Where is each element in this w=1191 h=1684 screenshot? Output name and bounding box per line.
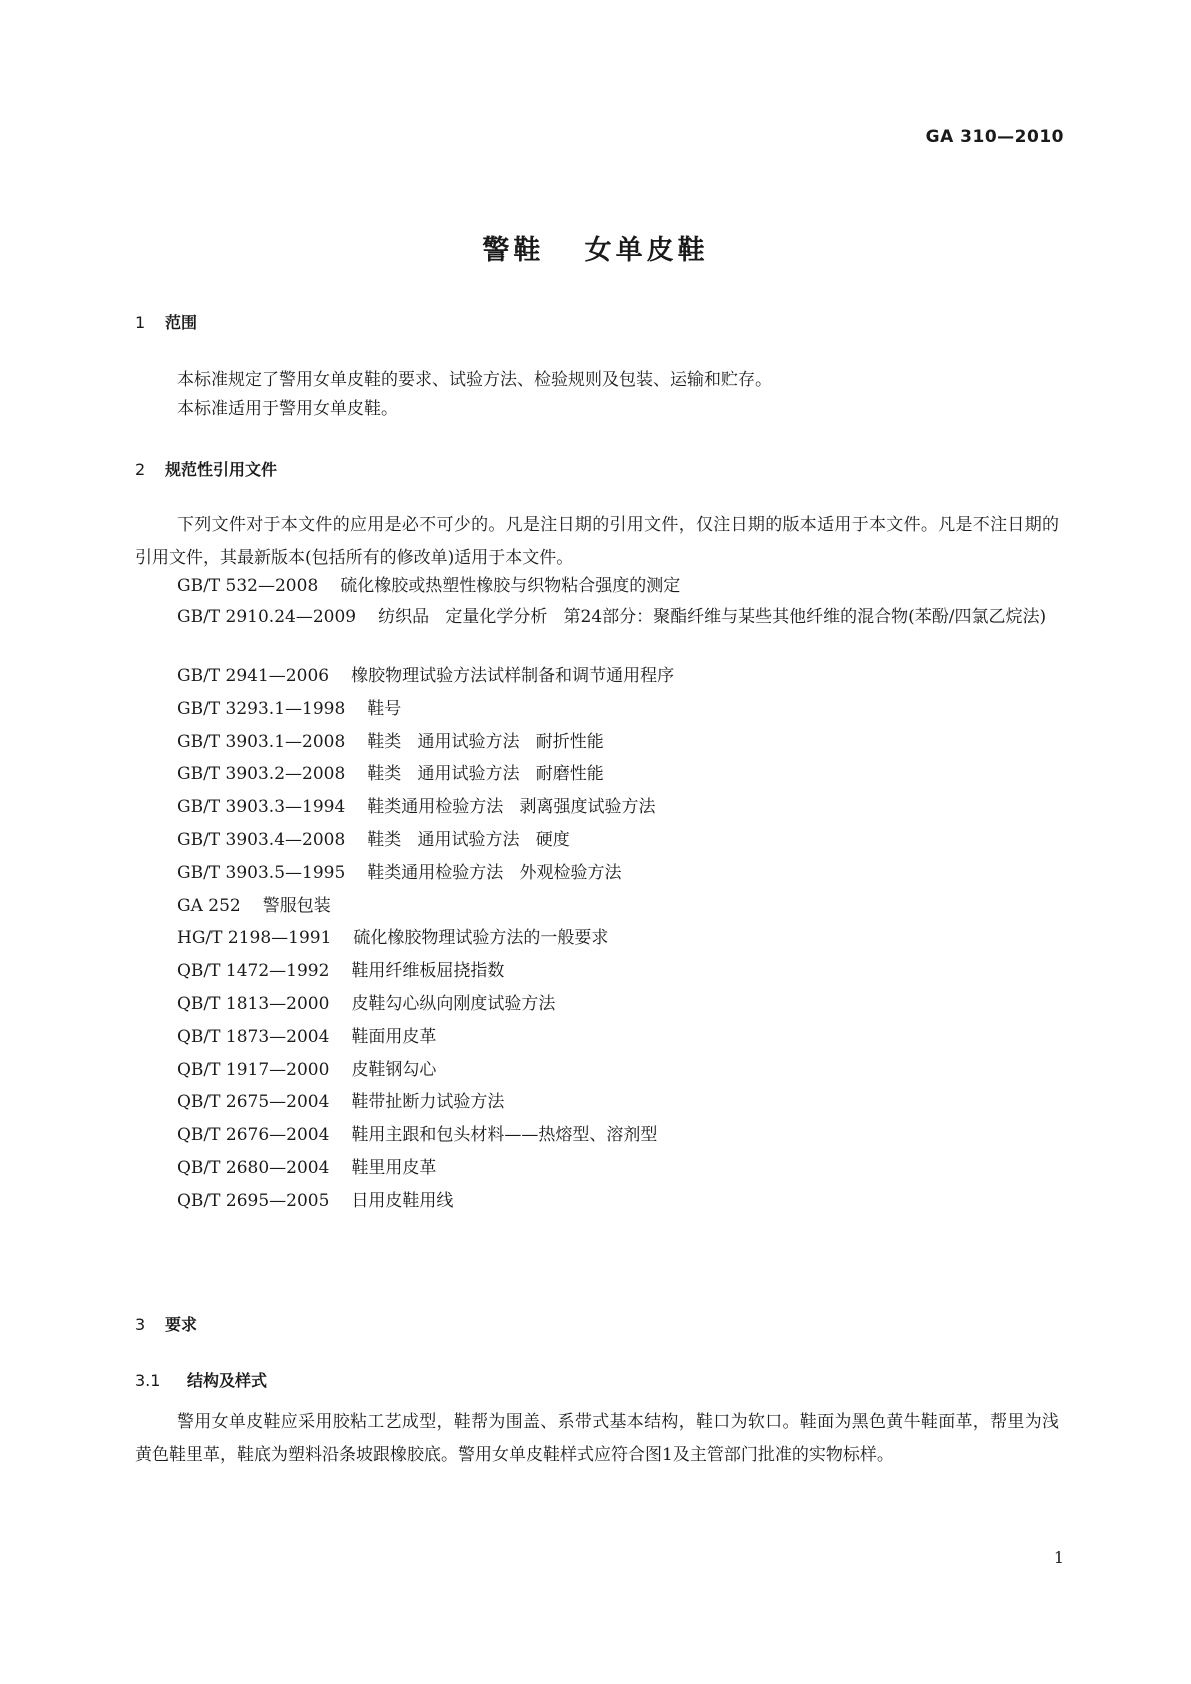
- reference-code: QB/T 1813—2000: [177, 993, 330, 1014]
- reference-title: 鞋面用皮革: [351, 1026, 437, 1047]
- reference-title: 鞋号: [367, 698, 402, 719]
- reference-item: [177, 955, 1077, 988]
- reference-item: [177, 857, 1077, 890]
- reference-title: 硫化橡胶或热塑性橡胶与织物粘合强度的测定: [340, 576, 681, 596]
- reference-item: [177, 988, 1077, 1021]
- reference-code: QB/T 1917—2000: [177, 1059, 330, 1080]
- reference-code: GB/T 3903.2—2008: [177, 764, 346, 785]
- reference-item-wrapped: [135, 601, 1059, 634]
- reference-title: 鞋用纤维板屈挠指数: [351, 961, 505, 982]
- reference-title: 鞋类 通用试验方法 硬度: [367, 829, 570, 850]
- reference-code: GB/T 2910.24—2009: [177, 607, 357, 627]
- reference-title: 皮鞋钢勾心: [351, 1059, 437, 1080]
- reference-item: [177, 1054, 1077, 1087]
- reference-item: [177, 726, 1077, 759]
- reference-title: 皮鞋勾心纵向刚度试验方法: [351, 993, 556, 1014]
- reference-title: 硫化橡胶物理试验方法的一般要求: [353, 928, 609, 949]
- reference-title: 日用皮鞋用线: [351, 1190, 454, 1211]
- reference-item: [177, 758, 1077, 791]
- reference-title: 鞋带扯断力试验方法: [351, 1092, 505, 1113]
- reference-code: HG/T 2198—1991: [177, 928, 332, 949]
- reference-title: 鞋用主跟和包头材料——热熔型、溶剂型: [351, 1125, 658, 1146]
- document-id: GA 310—2010: [925, 127, 1064, 147]
- reference-item: [177, 660, 1077, 693]
- reference-code: GB/T 3903.1—2008: [177, 731, 346, 752]
- section-heading-normative-references: [135, 457, 277, 480]
- scope-paragraph-2: 本标准适用于警用女单皮鞋。: [177, 399, 398, 419]
- section-number: 1: [135, 313, 146, 332]
- reference-title: 鞋里用皮革: [351, 1157, 437, 1178]
- section-heading-scope: [135, 310, 197, 333]
- reference-item: [177, 1152, 1077, 1185]
- reference-code: QB/T 2676—2004: [177, 1125, 330, 1146]
- section-title: 要求: [165, 1315, 198, 1334]
- reference-item: [177, 890, 1077, 923]
- reference-list-continued: [177, 660, 1077, 1218]
- reference-title: 鞋类通用检验方法 外观检验方法: [367, 862, 622, 883]
- reference-title: 纺织品 定量化学分析 第24部分：聚酯纤维与某些其他纤维的混合物(苯酚/四氯乙烷法): [378, 607, 1047, 627]
- section-number: 2: [135, 460, 146, 479]
- section-title: 结构及样式: [187, 1371, 268, 1390]
- reference-title: 鞋类通用检验方法 剥离强度试验方法: [367, 797, 656, 818]
- reference-code: GB/T 532—2008: [177, 576, 319, 596]
- document-title: 警鞋 女单皮鞋: [482, 235, 709, 266]
- section-title: 范围: [165, 313, 198, 332]
- scope-paragraph-1: 本标准规定了警用女单皮鞋的要求、试验方法、检验规则及包装、运输和贮存。: [177, 370, 772, 390]
- page-number: 1: [1053, 1548, 1064, 1567]
- section-number: 3: [135, 1315, 146, 1334]
- reference-code: GB/T 3903.4—2008: [177, 829, 346, 850]
- section-number: 3.1: [135, 1371, 161, 1390]
- reference-code: QB/T 1873—2004: [177, 1026, 330, 1047]
- references-intro-paragraph: 下列文件对于本文件的应用是必不可少的。凡是注日期的引用文件，仅注日期的版本适用于本文件。凡是不注日期的引用文件，其最新版本(包括所有的修改单)适用于本文件。: [135, 515, 1059, 568]
- section-heading-requirements: [135, 1312, 197, 1335]
- reference-code: QB/T 2680—2004: [177, 1157, 330, 1178]
- reference-code: GB/T 3903.3—1994: [177, 797, 346, 818]
- reference-item: [177, 1119, 1077, 1152]
- reference-item: [177, 1185, 1077, 1218]
- reference-title: 鞋类 通用试验方法 耐磨性能: [367, 764, 604, 785]
- reference-code: GB/T 3903.5—1995: [177, 862, 346, 883]
- reference-item: [177, 1021, 1077, 1054]
- reference-title: 鞋类 通用试验方法 耐折性能: [367, 731, 604, 752]
- reference-title: 警服包装: [262, 895, 331, 916]
- section-title: 规范性引用文件: [165, 460, 278, 479]
- reference-code: GA 252: [177, 895, 241, 916]
- reference-item: [177, 1086, 1077, 1119]
- reference-item: [177, 791, 1077, 824]
- reference-item: [177, 570, 1077, 603]
- structure-paragraph: 警用女单皮鞋应采用胶粘工艺成型，鞋帮为围盖、系带式基本结构，鞋口为软口。鞋面为黑色黄牛鞋面革，帮里为浅黄色鞋里革，鞋底为塑料沿条坡跟橡胶底。警用女单皮鞋样式应符合图1及主管部门批准的实物标样。: [135, 1412, 1059, 1465]
- reference-code: GB/T 3293.1—1998: [177, 698, 346, 719]
- reference-code: QB/T 2675—2004: [177, 1092, 330, 1113]
- reference-item: [177, 693, 1077, 726]
- reference-code: QB/T 2695—2005: [177, 1190, 330, 1211]
- subsection-heading-structure-style: [135, 1368, 267, 1391]
- reference-title: 橡胶物理试验方法试样制备和调节通用程序: [351, 666, 675, 686]
- reference-code: GB/T 2941—2006: [177, 666, 330, 686]
- reference-item: [177, 922, 1077, 955]
- reference-item: [177, 824, 1077, 857]
- reference-code: QB/T 1472—1992: [177, 961, 330, 982]
